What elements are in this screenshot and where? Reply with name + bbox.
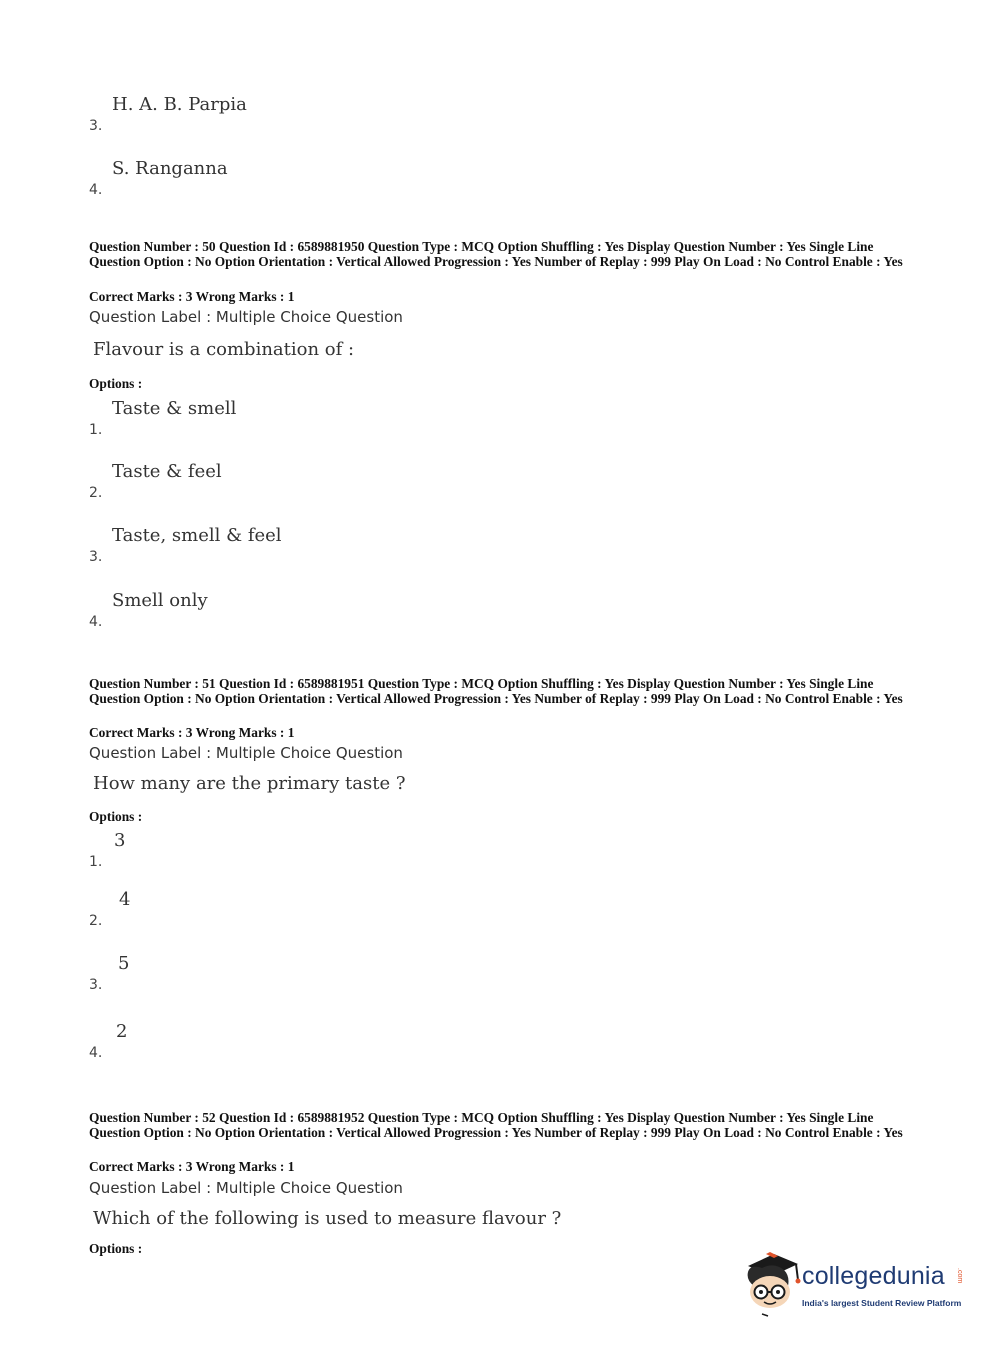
question-text: Which of the following is used to measure flavour ?: [93, 1208, 562, 1229]
question-meta: Question Number : 50 Question Id : 6589881950 Question Type : MCQ Option Shuffling : Yes Display Question Number : Yes Single Line Question Option : No Option Orientation : Vertical Allowed Progression : Yes Number of Replay : 999 Play On Load : No Control Enable : Yes: [89, 239, 903, 269]
option: [89, 1021, 689, 1061]
option-text: 4: [119, 889, 131, 910]
option-text: 5: [118, 953, 130, 974]
option: [89, 590, 689, 630]
question-marks: Correct Marks : 3 Wrong Marks : 1: [89, 725, 295, 740]
option-number: 2.: [89, 913, 103, 929]
question-text: Flavour is a combination of :: [93, 339, 355, 360]
option-text: 3: [114, 830, 126, 851]
option-number: 3.: [89, 549, 103, 565]
option-number: 1.: [89, 854, 103, 870]
option-text: Taste, smell & feel: [112, 525, 282, 546]
brand-tagline: India's largest Student Review Platform: [802, 1298, 962, 1308]
brand-domain: .com: [956, 1268, 963, 1284]
question-label: Question Label : Multiple Choice Question: [89, 1179, 403, 1197]
option: [89, 158, 689, 198]
option-number: 3.: [89, 118, 103, 134]
option-number: 4.: [89, 182, 103, 198]
option-number: 3.: [89, 977, 103, 993]
question-label: Question Label : Multiple Choice Question: [89, 744, 403, 762]
option-text: Smell only: [112, 590, 208, 611]
option: [89, 830, 689, 870]
option: [89, 525, 689, 565]
option-number: 1.: [89, 422, 103, 438]
option-number: 4.: [89, 1045, 103, 1061]
option-text: H. A. B. Parpia: [112, 94, 247, 115]
options-label: Options :: [89, 1241, 143, 1256]
option-number: 4.: [89, 614, 103, 630]
mascot-icon: [740, 1250, 802, 1318]
collegedunia-watermark: [740, 1250, 970, 1320]
option-text: S. Ranganna: [112, 158, 228, 179]
brand-name: collegedunia: [802, 1262, 945, 1290]
option-text: Taste & feel: [112, 461, 222, 482]
question-marks: Correct Marks : 3 Wrong Marks : 1: [89, 1159, 295, 1174]
option-text: Taste & smell: [112, 398, 237, 419]
options-label: Options :: [89, 376, 143, 391]
option: [89, 94, 689, 134]
option: [89, 889, 689, 929]
option: [89, 953, 689, 993]
option: [89, 398, 689, 438]
question-meta: Question Number : 52 Question Id : 6589881952 Question Type : MCQ Option Shuffling : Yes Display Question Number : Yes Single Line Question Option : No Option Orientation : Vertical Allowed Progression : Yes Number of Replay : 999 Play On Load : No Control Enable : Yes: [89, 1110, 903, 1140]
question-text: How many are the primary taste ?: [93, 773, 406, 794]
question-label: Question Label : Multiple Choice Question: [89, 308, 403, 326]
option-number: 2.: [89, 485, 103, 501]
question-meta: Question Number : 51 Question Id : 6589881951 Question Type : MCQ Option Shuffling : Yes Display Question Number : Yes Single Line Question Option : No Option Orientation : Vertical Allowed Progression : Yes Number of Replay : 999 Play On Load : No Control Enable : Yes: [89, 676, 903, 706]
option: [89, 461, 689, 501]
options-label: Options :: [89, 809, 143, 824]
option-text: 2: [116, 1021, 128, 1042]
question-marks: Correct Marks : 3 Wrong Marks : 1: [89, 289, 295, 304]
